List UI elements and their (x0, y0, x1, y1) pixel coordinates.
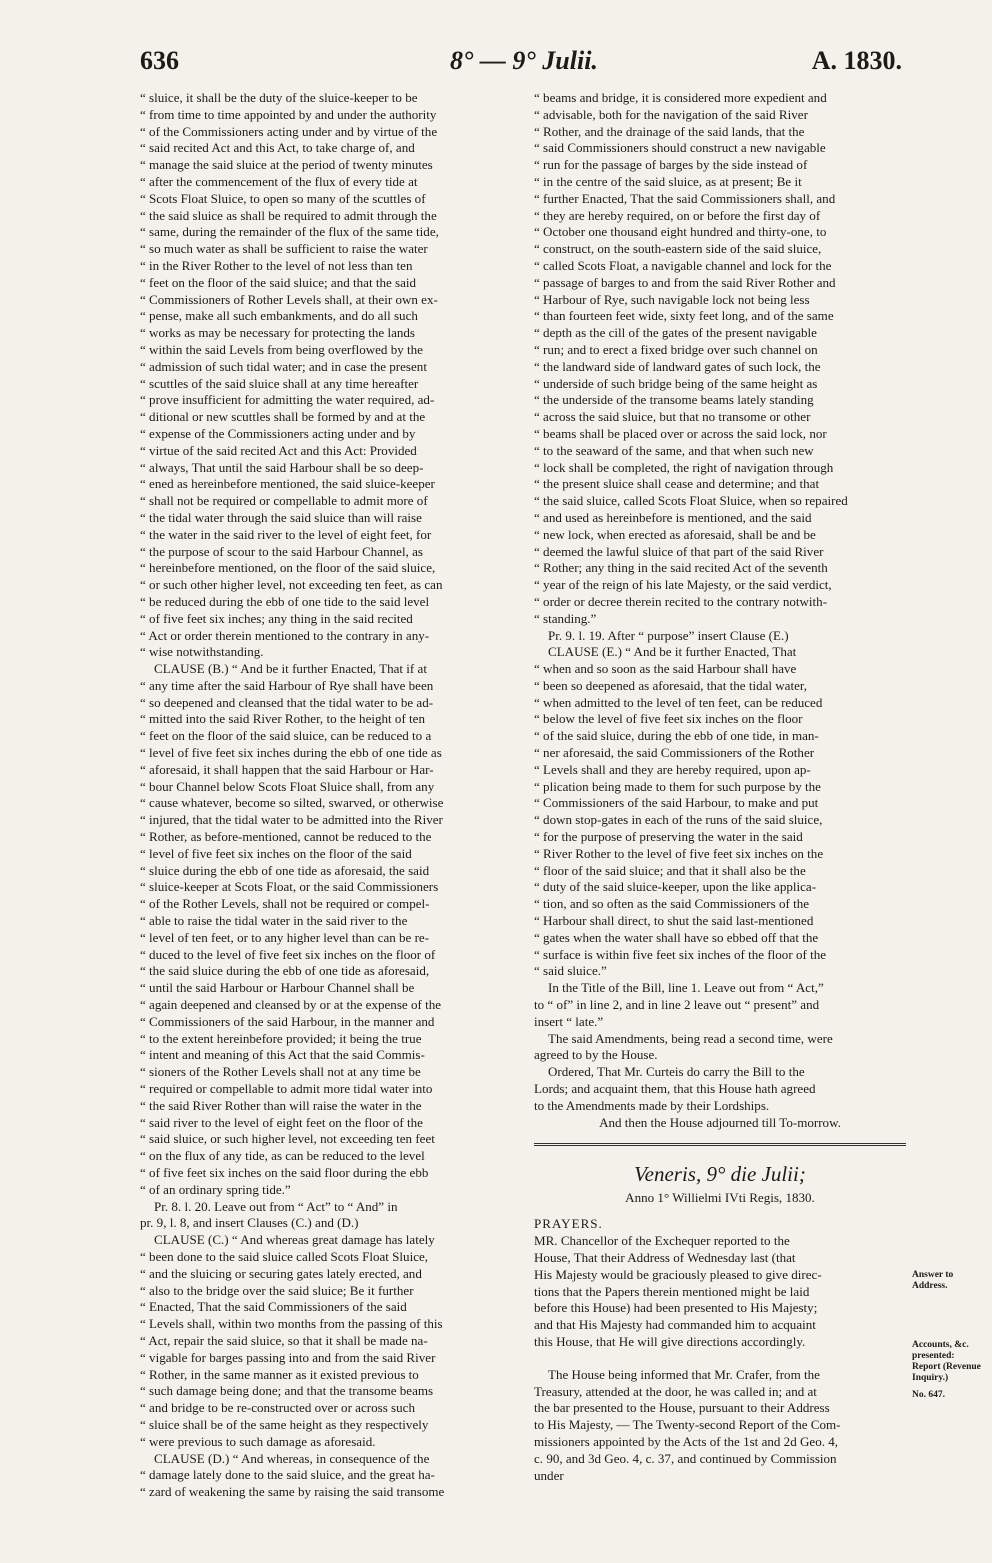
text-line: agreed to by the House. (534, 1047, 658, 1063)
text-line: “ the purpose of scour to the said Harbour Channel, as (140, 543, 423, 559)
text-line: “ lock shall be completed, the right of navigation through (534, 459, 834, 475)
text-line: this House, that He will give directions accordingly. (534, 1333, 806, 1349)
text-line: “ able to raise the tidal water in the said river to the (140, 913, 408, 929)
text-line: “ Scots Float Sluice, to open so many of the scuttles of (140, 190, 426, 206)
right-column-text-b (534, 1233, 906, 1351)
text-line: “ duced to the level of five feet six inches on the floor of (140, 946, 436, 962)
text-line: “ River Rother to the level of five feet six inches on the (534, 845, 824, 861)
text-line: insert “ late.” (534, 1013, 604, 1029)
text-line: pr. 9, l. 8, and insert Clauses (C.) and (D.) (140, 1215, 359, 1231)
text-line: “ ner aforesaid, the said Commissioners of the Rother (534, 745, 815, 761)
text-line: “ damage lately done to the said sluice, and the great ha- (140, 1467, 435, 1483)
text-line: “ sluice, it shall be the duty of the sluice-keeper to be (140, 90, 418, 105)
text-line: “ of five feet six inches on the said floor during the ebb (140, 1165, 429, 1180)
text-line: “ of the Rother Levels, shall not be required or compel- (140, 896, 430, 912)
text-line: “ on the flux of any tide, as can be reduced to the level (140, 1148, 425, 1164)
text-line: “ of the said sluice, during the ebb of one tide, in man- (534, 728, 819, 744)
text-line: And then the House adjourned till To-morrow. (599, 1114, 841, 1130)
text-line: “ hereinbefore mentioned, on the floor of the said sluice, (140, 560, 436, 576)
header-date: 8° — 9° Julii. (450, 46, 598, 75)
text-line: “ prove insufficient for admitting the water required, ad- (140, 392, 435, 408)
text-line: “ order or decree therein recited to the contrary notwith- (534, 593, 828, 609)
text-line: “ said Commissioners should construct a new navigable (534, 140, 826, 156)
text-line: “ and the sluicing or securing gates lately erected, and (140, 1265, 422, 1281)
text-line: “ sluice-keeper at Scots Float, or the said Commissioners (140, 879, 439, 895)
text-line: “ the said sluice as shall be required to admit through the (140, 207, 437, 223)
text-line: “ said sluice.” (534, 963, 607, 979)
text-line: “ the said sluice, called Scots Float Sluice, when so repaired (534, 493, 848, 509)
text-line: “ sluice shall be of the same height as they respectively (140, 1416, 429, 1432)
text-line: “ than fourteen feet wide, sixty feet long, and of the same (534, 308, 834, 324)
text-line: c. 90, and 3d Geo. 4, c. 37, and continued by Commission (534, 1450, 837, 1466)
regnal-line: Anno 1° Willielmi IVti Regis, 1830. (625, 1190, 815, 1206)
text-line: “ within the said Levels from being overflowed by the (140, 341, 423, 357)
text-line: “ surface is within five feet six inches of the floor of the (534, 946, 827, 962)
text-line: CLAUSE (C.) “ And whereas great damage has lately (154, 1232, 435, 1248)
text-line: “ Enacted, That the said Commissioners of the said (140, 1299, 407, 1315)
text-line: tions that the Papers therein mentioned might be laid (534, 1283, 810, 1299)
margin-note-answer: Answer to Address. (912, 1270, 954, 1291)
text-line: Lords; and acquaint them, that this House hath agreed (534, 1081, 816, 1097)
text-line: “ gates when the water shall have so ebbed off that the (534, 929, 819, 945)
text-line: “ plication being made to them for such purpose by the (534, 778, 821, 794)
text-line: “ they are hereby required, on or before the first day of (534, 207, 821, 223)
text-line: “ and used as hereinbefore is mentioned, and the said (534, 509, 812, 525)
text-line: “ Commissioners of the said Harbour, to make and put (534, 795, 819, 811)
text-line: “ virtue of the said recited Act and this Act: Provided (140, 442, 417, 458)
text-line: “ down stop-gates in each of the runs of the said sluice, (534, 812, 823, 828)
running-header (140, 46, 902, 86)
text-line: House, That their Address of Wednesday last (that (534, 1250, 796, 1265)
text-line: “ always, That until the said Harbour shall be so deep- (140, 459, 424, 475)
text-line: “ zard of weakening the same by raising the said transome (140, 1484, 445, 1500)
text-line: “ injured, that the tidal water to be admitted into the River (140, 812, 443, 828)
day-title: Veneris, 9° die Julii; (634, 1162, 806, 1187)
text-line: “ in the River Rother to the level of not less than ten (140, 257, 413, 273)
text-line: “ Levels shall and they are hereby required, upon ap- (534, 761, 811, 777)
page-number: 636 (140, 46, 179, 75)
text-line: “ sluice during the ebb of one tide as aforesaid, the said (140, 862, 430, 878)
text-line: Pr. 8. l. 20. Leave out from “ Act” to “ And” in (154, 1198, 398, 1214)
text-line: “ called Scots Float, a navigable channel and lock for the (534, 257, 832, 273)
text-line: The House being informed that Mr. Crafer, from the (548, 1366, 820, 1382)
text-line: “ passage of barges to and from the said River Rother and (534, 274, 836, 290)
text-line: to His Majesty, — The Twenty-second Report of the Com- (534, 1417, 841, 1433)
text-line: “ to the seaward of the same, and that when such new (534, 442, 814, 458)
header-year: A. 1830. (811, 46, 902, 75)
text-line: “ aforesaid, it shall happen that the said Harbour or Har- (140, 761, 434, 777)
text-line: “ vigable for barges passing into and from the said River (140, 1349, 436, 1365)
text-line: “ the landward side of landward gates of such lock, the (534, 358, 821, 374)
text-line: “ scuttles of the said sluice shall at any time hereafter (140, 375, 419, 391)
text-line: “ level of five feet six inches on the floor of the said (140, 845, 412, 861)
text-line: “ of five feet six inches; any thing in the said recited (140, 610, 413, 626)
text-line: CLAUSE (E.) “ And be it further Enacted, That (548, 644, 797, 660)
margin-note-accounts: Accounts, &c. presented: Report (Revenue Inquiry.) (912, 1340, 981, 1383)
text-line: “ required or compellable to admit more tidal water into (140, 1081, 433, 1097)
text-line: to “ of” in line 2, and in line 2 leave out “ present” and (534, 997, 820, 1013)
text-line: and that His Majesty had commanded him to acquaint (534, 1317, 816, 1333)
text-line: “ be reduced during the ebb of one tide to the said level (140, 593, 430, 609)
text-line: “ mitted into the said River Rother, to the height of ten (140, 711, 425, 727)
text-line: “ deemed the lawful sluice of that part of the said River (534, 543, 824, 559)
text-line: “ shall not be required or compellable to admit more of (140, 493, 428, 509)
text-line: “ for the purpose of preserving the water in the said (534, 829, 803, 845)
text-line: “ the water in the said river to the level of eight feet, for (140, 526, 432, 542)
text-line: “ and bridge to be re-constructed over or across such (140, 1400, 415, 1416)
text-line: “ were previous to such damage as aforesaid. (140, 1433, 376, 1449)
text-line: “ year of the reign of his late Majesty, or the said verdict, (534, 577, 832, 593)
text-line: In the Title of the Bill, line 1. Leave out from “ Act,” (548, 980, 824, 996)
text-line: “ Commissioners of the said Harbour, in the manner and (140, 1013, 435, 1029)
text-line: before this House) had been presented to His Majesty; (534, 1300, 818, 1316)
text-line: “ Act or order therein mentioned to the contrary in any- (140, 627, 430, 643)
text-line: “ beams and bridge, it is considered more expedient and (534, 90, 827, 105)
text-line: “ new lock, when erected as aforesaid, shall be and be (534, 526, 816, 542)
text-line: “ floor of the said sluice; and that it shall also be the (534, 862, 806, 878)
text-line: under (534, 1467, 564, 1483)
text-line: “ duty of the said sluice-keeper, upon the like applica- (534, 879, 817, 895)
right-column-text-a (534, 90, 906, 1131)
text-line: “ from time to time appointed by and under the authority (140, 106, 437, 122)
text-line: “ Levels shall, within two months from the passing of this (140, 1316, 443, 1332)
text-line: “ same, during the remainder of the flux of the same tide, (140, 224, 439, 240)
text-line: “ been so deepened as aforesaid, that the tidal water, (534, 677, 807, 693)
text-line: “ beams shall be placed over or across the said lock, nor (534, 425, 827, 441)
text-line: “ any time after the said Harbour of Rye shall have been (140, 677, 434, 693)
text-line: “ level of five feet six inches during the ebb of one tide as (140, 745, 442, 761)
text-line: “ across the said sluice, but that no transome or other (534, 409, 811, 425)
text-line: “ tion, and so often as the said Commissioners of the (534, 896, 810, 912)
text-line: “ until the said Harbour or Harbour Channel shall be (140, 980, 415, 996)
text-line: “ of the Commissioners acting under and by virtue of the (140, 123, 438, 139)
text-line: “ Act, repair the said sluice, so that it shall be made na- (140, 1332, 428, 1348)
text-line: “ standing.” (534, 610, 597, 626)
text-line: “ Rother; any thing in the said recited Act of the seventh (534, 560, 828, 576)
text-line: “ to the extent hereinbefore provided; it being the true (140, 1030, 422, 1046)
text-line: “ ditional or new scuttles shall be formed by and at the (140, 409, 426, 425)
text-line: “ said sluice, or such higher level, not exceeding ten feet (140, 1131, 435, 1147)
text-line: “ said recited Act and this Act, to take charge of, and (140, 140, 415, 156)
text-line: “ in the centre of the said sluice, as at present; Be it (534, 173, 802, 189)
text-line: “ after the commencement of the flux of every tide at (140, 173, 418, 189)
text-line: “ run for the passage of barges by the side instead of (534, 157, 808, 173)
text-line: “ Rother, as before-mentioned, cannot be reduced to the (140, 829, 432, 845)
text-line: “ also to the bridge over the said sluice; Be it further (140, 1282, 414, 1298)
right-column (534, 90, 906, 1484)
text-line: “ level of ten feet, or to any higher level than can be re- (140, 929, 430, 945)
text-line: “ October one thousand eight hundred and thirty-one, to (534, 224, 827, 240)
text-line: CLAUSE (B.) “ And be it further Enacted, That if at (154, 661, 427, 677)
text-line: the bar presented to the House, pursuant to their Address (534, 1400, 830, 1416)
text-line: “ the said sluice during the ebb of one tide as aforesaid, (140, 963, 430, 979)
text-line: “ admission of such tidal water; and in case the present (140, 358, 427, 374)
text-line: “ or such other higher level, not exceeding ten feet, as can (140, 577, 443, 593)
text-line: “ said river to the level of eight feet on the floor of the (140, 1114, 423, 1130)
text-line: “ been done to the said sluice called Scots Float Sluice, (140, 1248, 429, 1264)
text-line: “ ened as hereinbefore mentioned, the said sluice-keeper (140, 476, 435, 492)
text-line: “ when and so soon as the said Harbour shall have (534, 661, 797, 677)
text-line: “ advisable, both for the navigation of the said River (534, 106, 808, 122)
text-line: “ manage the said sluice at the period of twenty minutes (140, 157, 433, 173)
text-line: “ Harbour shall direct, to shut the said last-mentioned (534, 913, 814, 929)
text-line: MR. Chancellor of the Exchequer reported to the (534, 1233, 790, 1249)
margin-note-number: No. 647. (912, 1390, 945, 1400)
text-line: missioners appointed by the Acts of the 1st and 2d Geo. 4, (534, 1433, 839, 1449)
text-line: “ feet on the floor of the said sluice; and that the said (140, 274, 417, 290)
text-line: “ works as may be necessary for protecting the lands (140, 325, 415, 341)
text-line: to the Amendments made by their Lordships. (534, 1097, 770, 1113)
text-line: “ the said River Rother than will raise the water in the (140, 1097, 422, 1113)
text-line: “ the tidal water through the said sluice than will raise (140, 509, 422, 525)
text-line: “ the underside of the transome beams lately standing (534, 392, 814, 408)
text-line: Treasury, attended at the door, he was called in; and at (534, 1383, 817, 1399)
text-line: “ sioners of the Rother Levels shall not at any time be (140, 1064, 421, 1080)
text-line: CLAUSE (D.) “ And whereas, in consequence of the (154, 1450, 430, 1466)
text-line: “ of an ordinary spring tide.” (140, 1181, 291, 1197)
text-line: “ run; and to erect a fixed bridge over such channel on (534, 341, 818, 357)
text-line: “ when admitted to the level of ten feet, can be reduced (534, 694, 823, 710)
text-line: “ Harbour of Rye, such navigable lock not being less (534, 291, 810, 307)
text-line: “ bour Channel below Scots Float Sluice shall, from any (140, 778, 435, 794)
text-line: His Majesty would be graciously pleased to give direc- (534, 1266, 822, 1282)
text-line: “ wise notwithstanding. (140, 644, 264, 660)
left-column (140, 90, 520, 1501)
text-line: “ below the level of five feet six inches on the floor (534, 711, 803, 727)
prayers-heading: PRAYERS. (534, 1216, 603, 1232)
text-line: “ Commissioners of Rother Levels shall, at their own ex- (140, 291, 438, 307)
text-line: “ Rother, in the same manner as it existed previous to (140, 1366, 419, 1382)
text-line: “ so deepened and cleansed that the tidal water to be ad- (140, 694, 434, 710)
text-line: “ such damage being done; and that the transome beams (140, 1383, 434, 1399)
text-line: “ construct, on the south-eastern side of the said sluice, (534, 241, 822, 257)
text-line: “ pense, make all such embankments, and do all such (140, 308, 418, 324)
text-line: “ so much water as shall be sufficient to raise the water (140, 241, 428, 257)
text-line: “ cause whatever, become so silted, swarved, or otherwise (140, 795, 444, 811)
text-line: “ intent and meaning of this Act that the said Commis- (140, 1047, 425, 1063)
text-line: “ depth as the cill of the gates of the present navigable (534, 325, 817, 341)
text-line: The said Amendments, being read a second time, were (548, 1030, 833, 1046)
text-line: “ feet on the floor of the said sluice, can be reduced to a (140, 728, 432, 744)
right-column-text-c (534, 1367, 906, 1485)
text-line: “ further Enacted, That the said Commissioners shall, and (534, 190, 836, 206)
text-line: “ the present sluice shall cease and determine; and that (534, 476, 820, 492)
text-line: “ again deepened and cleansed by or at the expense of the (140, 997, 442, 1013)
text-line: “ expense of the Commissioners acting under and by (140, 425, 416, 441)
text-line: Ordered, That Mr. Curteis do carry the Bill to the (548, 1064, 805, 1080)
text-line: “ Rother, and the drainage of the said lands, that the (534, 123, 805, 139)
text-line: Pr. 9. l. 19. After “ purpose” insert Clause (E.) (548, 627, 789, 643)
text-line: “ underside of such bridge being of the same height as (534, 375, 818, 391)
